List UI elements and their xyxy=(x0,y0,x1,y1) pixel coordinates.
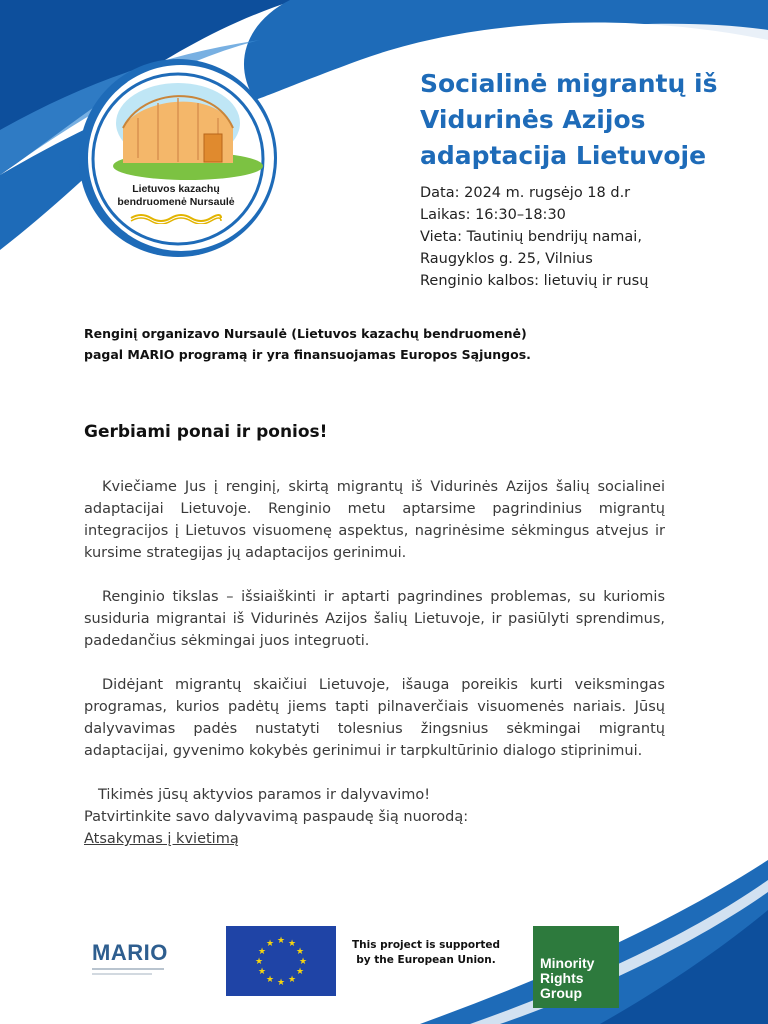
letter-body xyxy=(84,476,665,850)
svg-text:★: ★ xyxy=(295,967,305,977)
svg-text:★: ★ xyxy=(287,975,297,985)
event-time: Laikas: 16:30–18:30 xyxy=(420,207,566,223)
svg-text:★: ★ xyxy=(295,947,305,957)
svg-text:★: ★ xyxy=(265,939,275,949)
eu-flag-icon xyxy=(226,926,336,996)
event-venue-line1: Vieta: Tautinių bendrijų namai, xyxy=(420,229,642,245)
logo-caption: Lietuvos kazachų bendruomenė Nursaulė xyxy=(96,183,256,228)
svg-text:★: ★ xyxy=(265,975,275,985)
rsvp-link[interactable]: Atsakymas į kvietimą xyxy=(84,831,239,847)
svg-text:★: ★ xyxy=(276,936,286,946)
eu-support-statement: This project is supported by the European Union. xyxy=(352,939,500,966)
svg-text:★: ★ xyxy=(254,957,264,967)
closing-line-2: Patvirtinkite savo dalyvavimą paspaudę šią nuorodą: xyxy=(84,809,469,825)
paragraph-2: Renginio tikslas – išsiaiškinti ir aptarti pagrindines problemas, su kuriomis susiduria migrantai iš Vidurinės Azijos šalių Lietuvoje, ir pasiūlyti sprendimus, padedančius sėkmingai juos integruoti. xyxy=(84,589,665,649)
event-date: Data: 2024 m. rugsėjo 18 d.r xyxy=(420,185,631,201)
svg-text:★: ★ xyxy=(257,947,267,957)
greeting: Gerbiami ponai ir ponios! xyxy=(84,422,328,442)
ornament-icon xyxy=(126,212,226,224)
event-venue-line2: Raugyklos g. 25, Vilnius xyxy=(420,251,593,267)
closing xyxy=(84,784,665,850)
svg-text:★: ★ xyxy=(257,967,267,977)
minority-rights-group-logo: Minority Rights Group xyxy=(533,926,619,1008)
svg-text:★: ★ xyxy=(276,978,286,988)
organizer-note: Renginį organizavo Nursaulė (Lietuvos kazachų bendruomenė) pagal MARIO programą ir yra finansuojamas Europos Sąjungos. xyxy=(84,326,531,362)
paragraph-3: Didėjant migrantų skaičiui Lietuvoje, išauga poreikis kurti veiksmingas programas, kurios padėtų jiems tapti pilnaverčiais visuomenės nariais. Jūsų dalyvavimas padės nustatyti tolesnius žingsnius sėkmingai migrantų adaptacijai, gyvenimo kokybės gerinimui ir tarpkultūrinio dialogo stiprinimui. xyxy=(84,677,665,759)
closing-line-1: Tikimės jūsų aktyvios paramos ir dalyvavimo! xyxy=(98,787,431,803)
mario-logo: MARIO xyxy=(92,941,166,979)
event-languages: Renginio kalbos: lietuvių ir rusų xyxy=(420,273,649,289)
paragraph-1: Kviečiame Jus į renginį, skirtą migrantų iš Vidurinės Azijos šalių socialinei adaptacijai Lietuvoje. Renginio metu aptarsime pagrindinius migrantų integracijos į Lietuvos visuomenę aspektus, nagrinėsime sėkmingus atvejus ir kursime strategijas jų adaptacijos gerinimui. xyxy=(84,479,665,561)
event-details xyxy=(420,182,760,292)
svg-text:★: ★ xyxy=(298,957,308,967)
event-title: Socialinė migrantų iš Vidurinės Azijos adaptacija Lietuvoje xyxy=(420,69,718,170)
nursaule-logo xyxy=(78,58,278,258)
svg-text:★: ★ xyxy=(287,939,297,949)
